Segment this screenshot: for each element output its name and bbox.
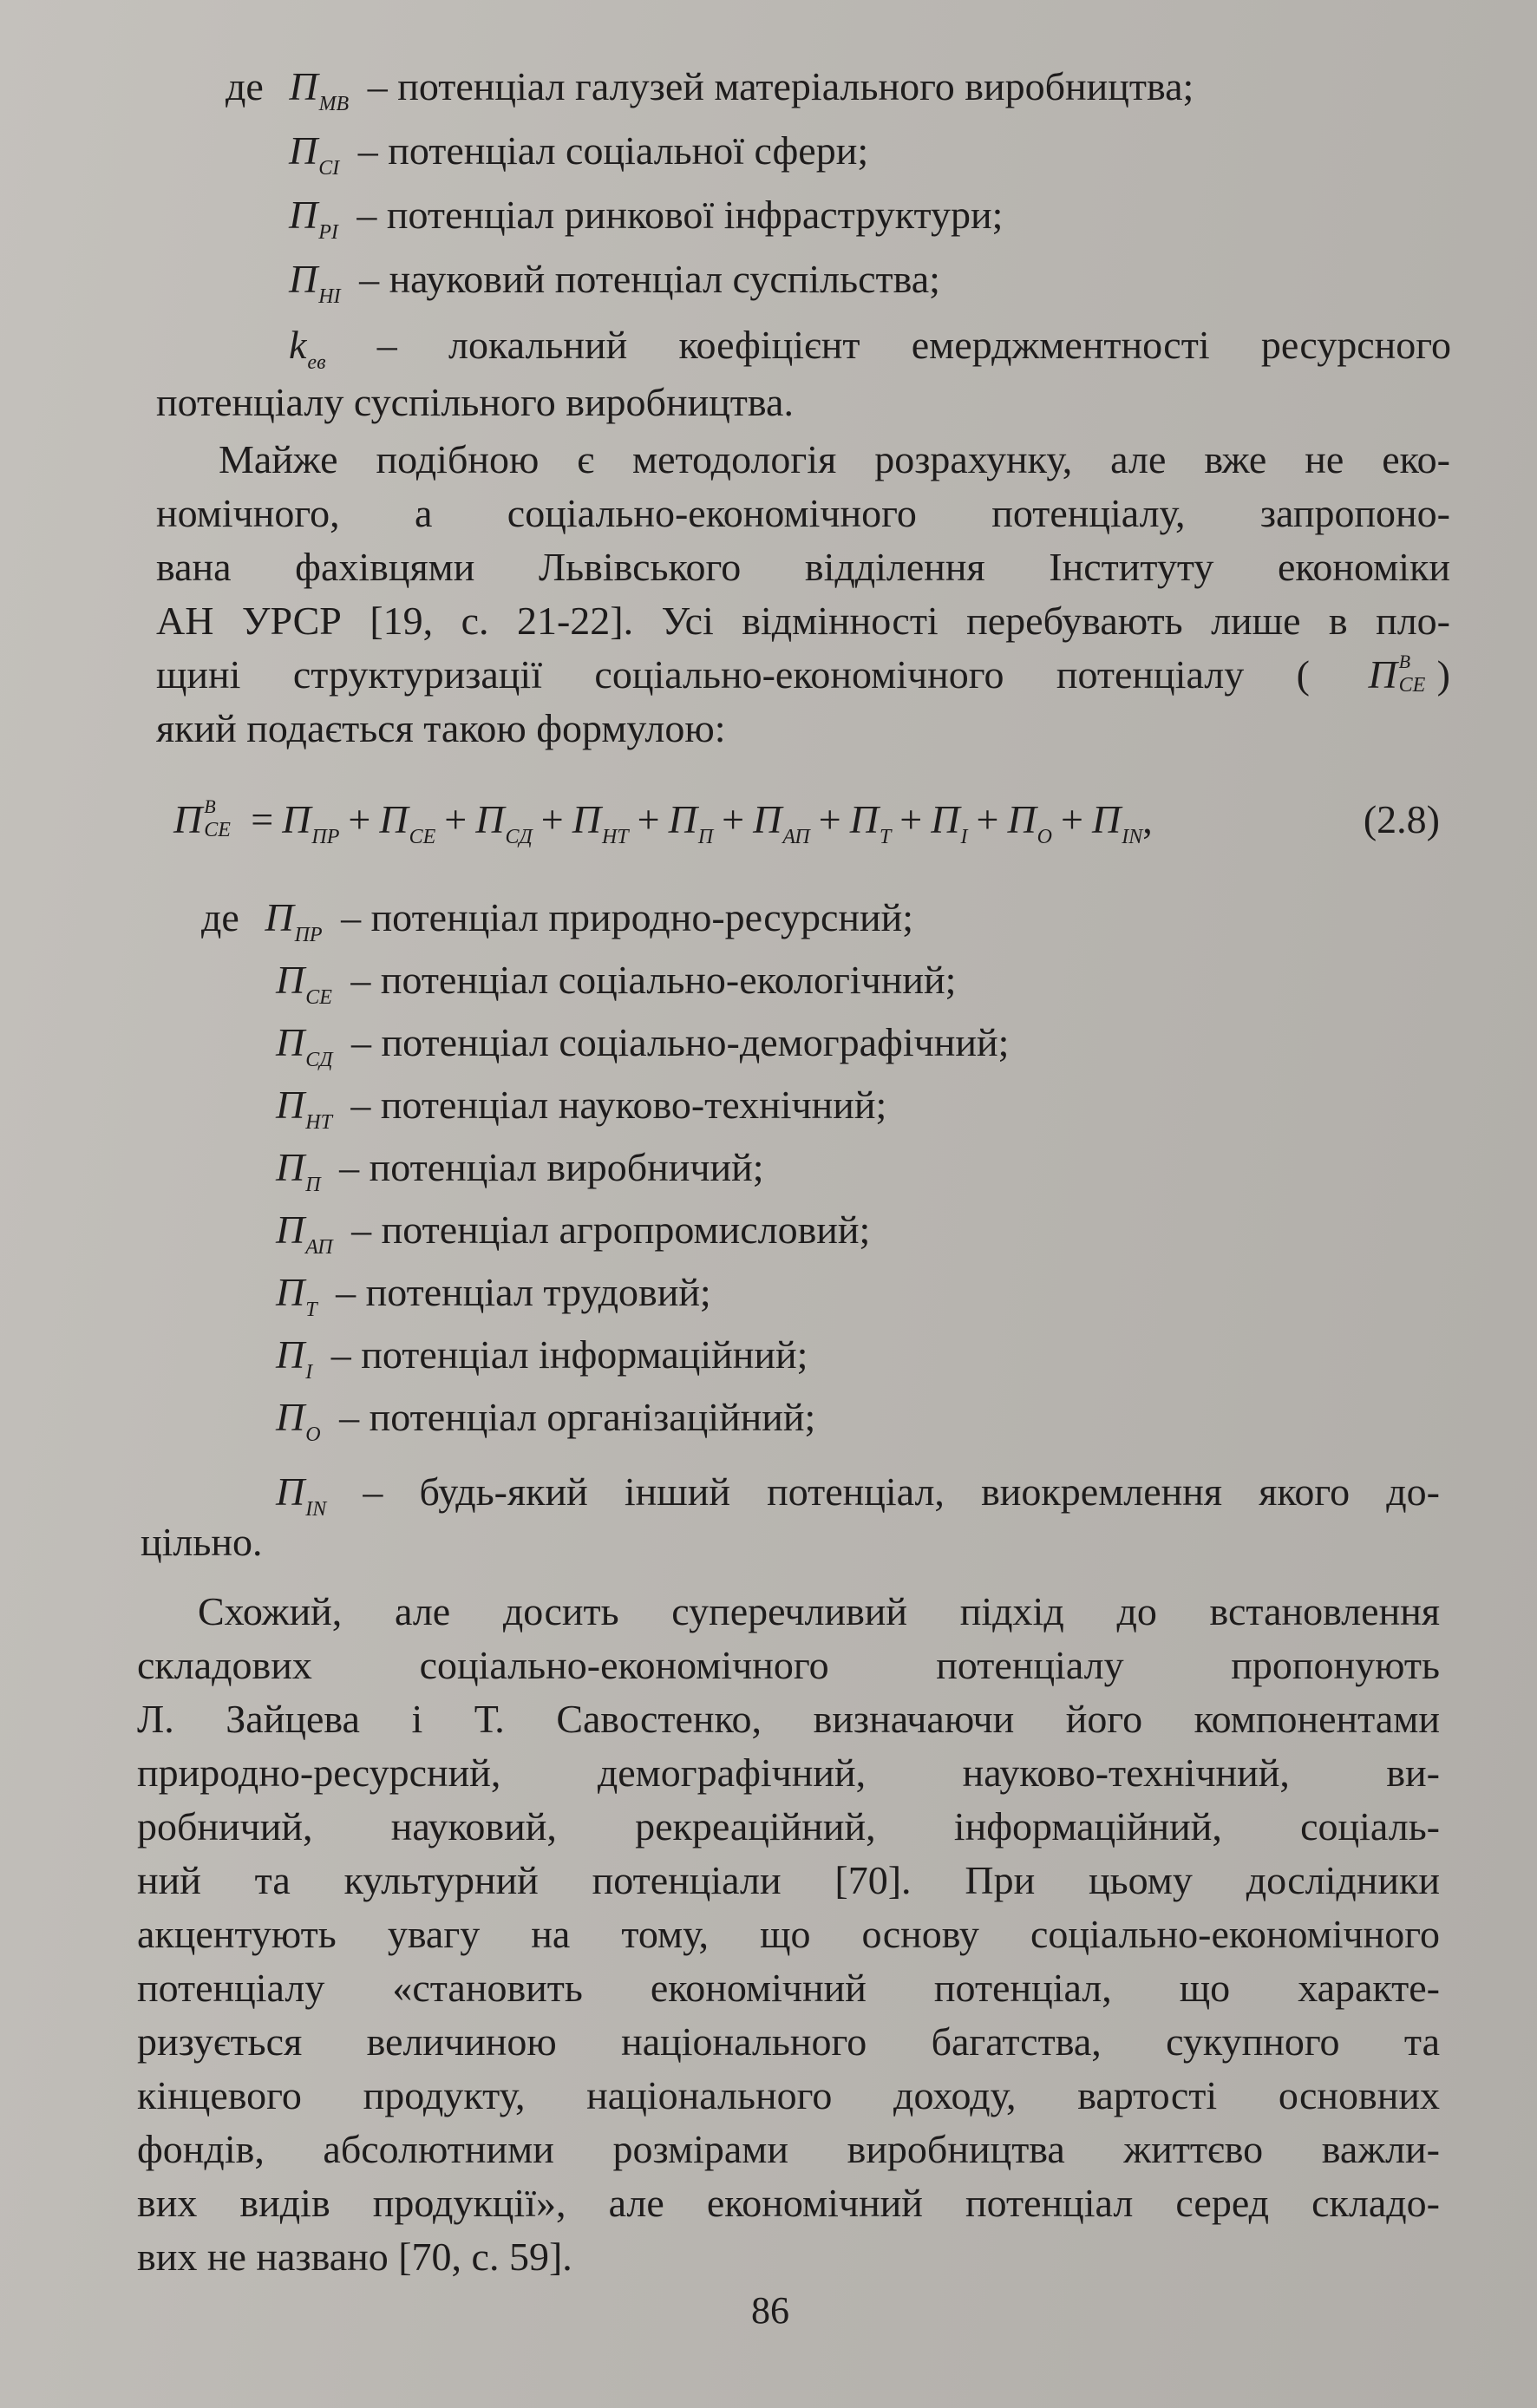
plus-sign: + [818, 797, 841, 841]
symbol-subscript: О [305, 1423, 321, 1446]
definition-text: – науковий потенціал суспільства; [359, 257, 940, 301]
definition-text: – потенціал трудовий; [336, 1270, 711, 1314]
page-number: 86 [751, 2289, 789, 2332]
plus-sign: + [348, 797, 371, 841]
symbol: П [849, 797, 879, 841]
symbol-subscript: СІ [318, 157, 340, 180]
term-subscript: АП [782, 826, 810, 848]
symbol: П [379, 797, 409, 841]
symbol-superscript: В [1398, 651, 1411, 673]
symbol-subscript: I [305, 1361, 313, 1384]
plus-sign: + [637, 797, 660, 841]
inline-symbol [1368, 651, 1450, 699]
paragraph-line: Майже подібною є методологія розрахунку, але вже не еко- [219, 437, 1450, 481]
term-subscript: I [960, 826, 968, 848]
symbol: П [282, 797, 311, 841]
definition-item [276, 1143, 764, 1199]
definition-text: – потенціал науково-технічний; [350, 1083, 887, 1127]
paragraph-line: акцентують увагу на тому, що основу соціально-економічного [137, 1912, 1440, 1956]
symbol: П [276, 1332, 305, 1377]
definition-text: – потенціал галузей матеріального виробництва; [367, 64, 1194, 108]
paragraph-line: кінцевого продукту, національного доходу, вартості основних [137, 2073, 1440, 2117]
symbol-subscript: МВ [318, 93, 350, 115]
paragraph-line: природно-ресурсний, демографічний, науково-технічний, ви- [137, 1750, 1440, 1795]
definition-text: – потенціал соціально-екологічний; [350, 958, 957, 1002]
paragraph-line: вана фахівцями Львівського відділення Інституту економіки [156, 545, 1450, 589]
formula-comma: , [1142, 797, 1153, 841]
symbol-subscript: АП [305, 1236, 333, 1259]
paragraph-line: складових соціально-економічного потенціалу пропонують [137, 1643, 1440, 1687]
symbol: П [572, 797, 601, 841]
formula-2-8 [173, 789, 1440, 850]
definition-item [289, 191, 1003, 246]
plus-sign: + [976, 797, 999, 841]
symbol: П [276, 1395, 305, 1439]
symbol: П [289, 128, 318, 173]
symbol-supsub [1397, 651, 1437, 697]
definition-item [276, 1331, 808, 1386]
symbol: П [289, 64, 318, 108]
symbol: П [276, 1145, 305, 1189]
definition-continuation: потенціалу суспільного виробництва. [156, 380, 794, 424]
symbol-superscript: В [204, 795, 216, 818]
plus-sign: + [899, 797, 923, 841]
definition-item [276, 956, 956, 1011]
symbol: П [931, 797, 960, 841]
paragraph-line: вих видів продукції», але економічний потенціал серед складо- [137, 2181, 1440, 2225]
symbol-subscript: РІ [318, 221, 338, 244]
symbol: П [1091, 797, 1122, 841]
definition-item [276, 1018, 1009, 1074]
definition-continuation: цільно. [141, 1520, 263, 1564]
paragraph-line-text: щині структуризації соціально-економічного потенціалу ( [156, 652, 1310, 697]
definition-item [289, 127, 868, 182]
symbol-subscript: ев [307, 351, 326, 374]
paragraph-line: Схожий, але досить суперечливий підхід до встановлення [198, 1589, 1440, 1633]
formula-lhs [173, 797, 242, 841]
definition-text: – потенціал виробничий; [339, 1145, 764, 1189]
term-subscript: IN [1122, 826, 1143, 848]
definition-text: – потенціал ринкової інфраструктури; [356, 193, 1004, 237]
symbol: П [289, 257, 318, 301]
close-paren: ) [1436, 652, 1450, 697]
formula-number: (2.8) [1363, 797, 1440, 841]
definition-text: – локальний коефіцієнт емерджментності ресурсного [376, 323, 1451, 367]
term-subscript: СЕ [409, 826, 436, 848]
definition-item [276, 1206, 870, 1261]
symbol-subscript: IN [305, 1498, 327, 1521]
symbol-subscript: НТ [305, 1111, 332, 1134]
definition-item [289, 321, 1451, 376]
term-subscript: НТ [601, 826, 629, 848]
definition-item [276, 1393, 815, 1449]
symbol: П [265, 895, 294, 939]
term-subscript: П [697, 826, 714, 848]
intro-word: де [201, 895, 239, 939]
symbol-subscript: П [305, 1174, 321, 1196]
paragraph-line: номічного, а соціально-економічного потенціалу, запропоно- [156, 491, 1450, 535]
symbol-subscript: СЕ [204, 819, 231, 842]
term-subscript: Т [879, 826, 892, 848]
definition-text: – потенціал інформаційний; [330, 1332, 808, 1377]
definition-item [276, 1268, 711, 1324]
symbol-subscript: ПР [294, 924, 323, 946]
paragraph-line: АН УРСР [19, с. 21-22]. Усі відмінності перебувають лише в пло- [156, 599, 1450, 643]
definition-text: – потенціал організаційний; [339, 1395, 816, 1439]
symbol-subscript: НІ [318, 285, 341, 308]
plus-sign: + [1061, 797, 1083, 841]
plus-sign: + [722, 797, 745, 841]
symbol: П [276, 958, 305, 1002]
definition-item [226, 62, 1194, 118]
paragraph-line: Л. Зайцева і Т. Савостенко, визначаючи його компонентами [137, 1697, 1440, 1741]
definition-text: – потенціал соціально-демографічний; [351, 1020, 1010, 1064]
symbol: П [1368, 652, 1397, 697]
definition-item [201, 893, 913, 949]
definition-text: – потенціал соціальної сфери; [357, 128, 869, 173]
paragraph-line: потенціалу «становить економічний потенціал, що характе- [137, 1966, 1440, 2010]
symbol-subscript: СЕ [1398, 674, 1426, 697]
paragraph-line: ний та культурний потенціали [70]. При цьому дослідники [137, 1858, 1440, 1902]
symbol-subscript: СЕ [305, 986, 332, 1009]
symbol: П [276, 1207, 305, 1252]
symbol-subscript: Т [305, 1299, 317, 1321]
definition-text: – потенціал природно-ресурсний; [341, 895, 914, 939]
paragraph-line: фондів, абсолютними розмірами виробництва життєво важли- [137, 2127, 1440, 2171]
symbol: k [289, 323, 307, 367]
symbol: П [276, 1083, 305, 1127]
symbol: П [289, 193, 318, 237]
term-subscript: ПР [311, 826, 340, 848]
paragraph-line: робничий, науковий, рекреаційний, інформаційний, соціаль- [137, 1804, 1440, 1849]
term-subscript: О [1037, 826, 1053, 848]
paragraph-line: який подається такою формулою: [156, 706, 726, 750]
symbol: П [276, 1270, 305, 1314]
plus-sign: + [540, 797, 564, 841]
paragraph-line: ризується величиною національного багатства, сукупного та [137, 2019, 1440, 2064]
symbol-supsub [202, 795, 242, 842]
symbol: П [753, 797, 782, 841]
intro-word: де [226, 64, 264, 108]
symbol: П [276, 1469, 305, 1514]
definition-item [276, 1468, 1440, 1523]
paragraph-line [156, 651, 1450, 699]
symbol: П [1007, 797, 1037, 841]
symbol-subscript: СД [305, 1049, 333, 1071]
paragraph-line: вих не названо [70, с. 59]. [137, 2235, 572, 2279]
term-subscript: СД [505, 826, 533, 848]
symbol: П [173, 797, 203, 841]
plus-sign: + [444, 797, 468, 841]
definition-text: – будь-який інший потенціал, виокремлення якого до- [363, 1469, 1440, 1514]
definition-text: – потенціал агропромисловий; [351, 1207, 871, 1252]
definition-item [276, 1081, 886, 1136]
symbol: П [668, 797, 697, 841]
symbol: П [475, 797, 505, 841]
equals-sign: = [251, 797, 274, 841]
symbol: П [276, 1020, 305, 1064]
definition-item [289, 255, 940, 311]
